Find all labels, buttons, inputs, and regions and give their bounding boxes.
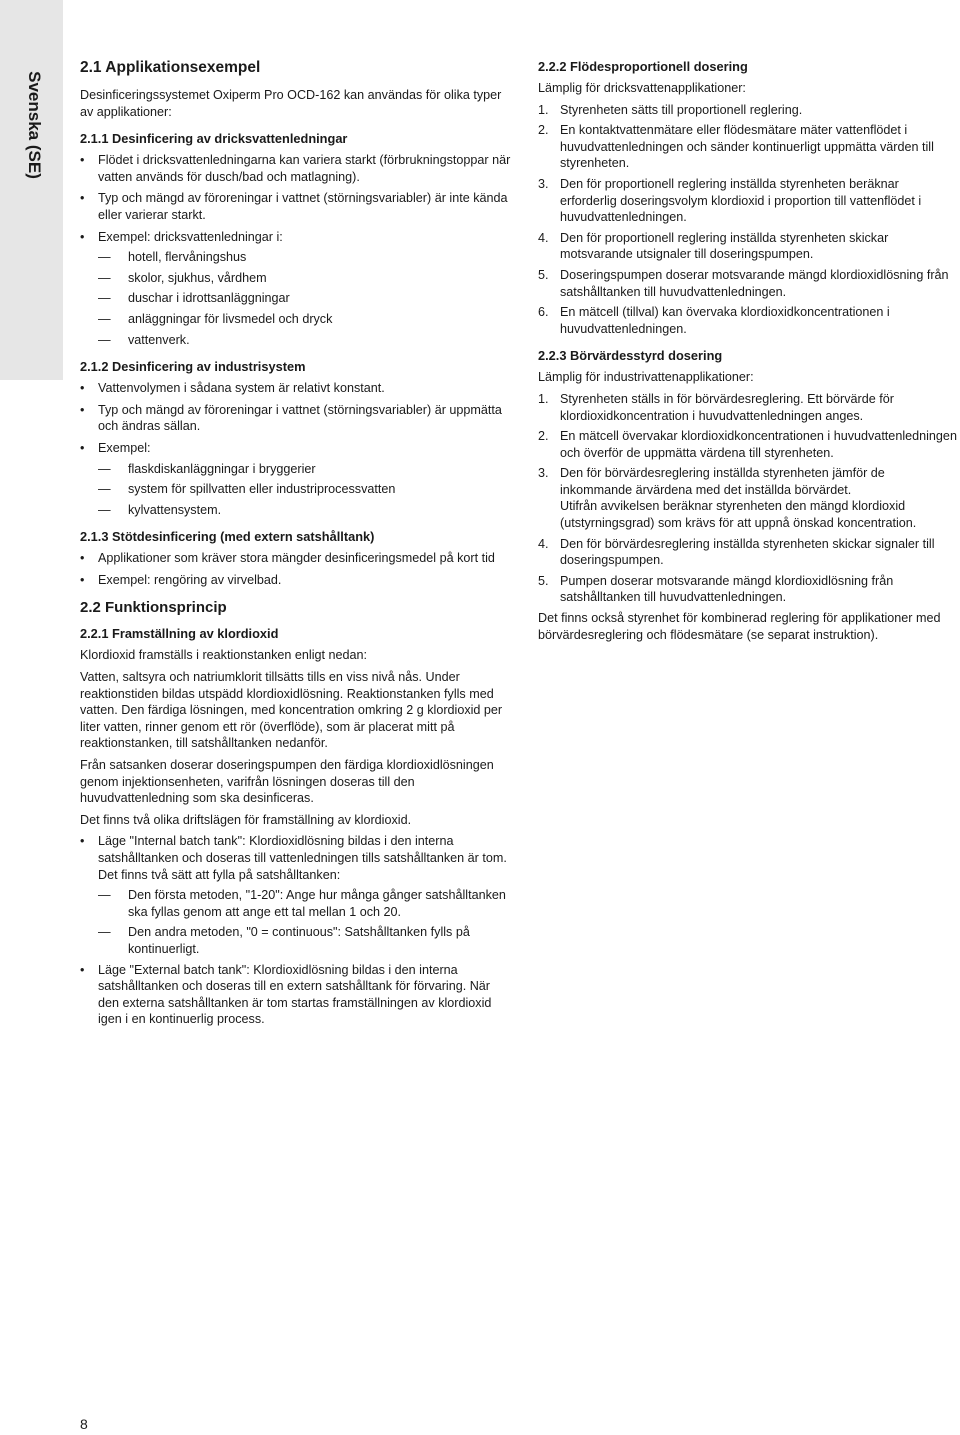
paragraph: Från satsanken doserar doseringspumpen den färdiga klordioxidlösningen genom injektionsenheten, varifrån lösningen doseras till den huvudvattenledning som ska desinficeras. <box>80 758 494 806</box>
section-2-2-3-intro: Lämplig för industrivattenapplikationer: <box>538 370 754 385</box>
list-item: • Exempel: rengöring av virvelbad. <box>80 572 512 589</box>
numbered-item <box>538 536 958 569</box>
list-item: • Exempel: <box>80 440 512 457</box>
item-number: 2. <box>538 429 549 444</box>
fill-methods-list <box>98 887 512 957</box>
section-2-1-3-title: 2.1.3 Stötdesinficering (med extern satshålltank) <box>80 529 375 545</box>
item-text: En mätcell övervakar klordioxidkoncentrationen i huvudvattenledningen och överför de uppmätta värdena till styrenheten. <box>560 429 957 460</box>
item-text: Den för proportionell reglering inställda styrenheten skickar motsvarande utsignaler till doseringspumpen. <box>560 230 889 262</box>
language-side-tab <box>0 0 63 380</box>
section-2-1-3-list <box>80 550 512 588</box>
page-number: 8 <box>80 1416 88 1432</box>
item-number: 1. <box>538 391 549 406</box>
section-2-2-2-intro: Lämplig för dricksvattenapplikationer: <box>538 81 746 95</box>
item-number: 3. <box>538 466 549 481</box>
dash-item: — anläggningar för livsmedel och dryck <box>98 311 512 328</box>
item-number: 5. <box>538 573 549 588</box>
numbered-item <box>538 391 958 424</box>
list-item: • Flödet i dricksvattenledningarna kan variera starkt (förbrukningstoppar när vatten används för dusch/bad och matlagning). <box>80 152 512 185</box>
section-2-1-2-examples <box>98 461 512 519</box>
numbered-item <box>538 122 958 172</box>
section-2-1-1-title: 2.1.1 Desinficering av dricksvattenledningar <box>80 131 348 147</box>
section-2-1-1-examples <box>98 249 512 348</box>
item-number: 6. <box>538 305 549 320</box>
right-column <box>538 58 958 648</box>
item-number: 2. <box>538 123 549 138</box>
section-2-2-2-title: 2.2.2 Flödesproportionell dosering <box>538 59 748 74</box>
item-text-continued: Utifrån avvikelsen beräknar styrenheten den mängd klordioxid (utstyrningsgrad) som krävs för att uppnå önskad koncentration. <box>560 499 917 531</box>
dash-item: — duschar i idrottsanläggningar <box>98 290 512 307</box>
paragraph: Det finns två olika driftslägen för framställning av klordioxid. <box>80 812 412 827</box>
list-item: • Typ och mängd av föroreningar i vattnet (störningsvariabler) är inte kända eller varierar starkt. <box>80 190 512 223</box>
list-item-text: Exempel: dricksvattenledningar i: <box>98 229 283 244</box>
dash-item: — skolor, sjukhus, vårdhem <box>98 270 512 287</box>
item-text: Doseringspumpen doserar motsvarande mängd klordioxidlösning från satshålltanken till huvudvattenledningen. <box>560 267 949 299</box>
section-2-2-2-list <box>538 102 958 338</box>
paragraph: Klordioxid framställs i reaktionstanken enligt nedan: <box>80 648 368 663</box>
dash-item: — Den andra metoden, "0 = continuous": Satshålltanken fylls på kontinuerligt. <box>98 924 512 957</box>
numbered-item <box>538 428 958 461</box>
operating-modes-list-2 <box>80 962 512 1028</box>
numbered-item <box>538 573 958 606</box>
section-2-1-intro: Desinficeringssystemet Oxiperm Pro OCD-162 kan användas för olika typer av applikationer: <box>80 88 502 119</box>
section-2-1-1-list <box>80 152 512 245</box>
section-2-1-title: 2.1 Applikationsexempel <box>80 59 261 76</box>
list-item-external-batch-tank: • Läge "External batch tank": Klordioxidlösning bildas i den interna satshålltanken och doseras till en extern satshålltank för förvaring. När den externa satshålltanken är tom startas framställningen av klordioxid igen i en kontinuerlig process. <box>80 962 512 1028</box>
section-2-2-3-title: 2.2.3 Börvärdesstyrd dosering <box>538 348 723 364</box>
item-text: Den för börvärdesreglering inställda styrenheten skickar signaler till doseringspumpen. <box>560 536 935 568</box>
numbered-item <box>538 304 958 337</box>
dash-item: — Den första metoden, "1-20": Ange hur många gånger satshålltanken ska fyllas genom att ange ett tal mellan 1 och 20. <box>98 887 512 920</box>
section-2-1-2-title: 2.1.2 Desinficering av industrisystem <box>80 359 306 375</box>
dash-item: — vattenverk. <box>98 332 512 349</box>
item-number: 5. <box>538 267 549 282</box>
numbered-item <box>538 267 958 300</box>
item-number: 4. <box>538 230 549 245</box>
item-text: Styrenheten sätts till proportionell reglering. <box>560 102 803 117</box>
numbered-item <box>538 230 958 263</box>
item-number: 1. <box>538 102 549 117</box>
paragraph: Vatten, saltsyra och natriumklorit tillsätts tills en viss nivå nås. Under reaktionstiden bildas utspädd klordioxidlösning. Reaktionstanken fylls med vatten. Den färdiga lösningen, med koncentration omkring 2 g klordioxid per liter vatten, rinner genom ett rör (överflöde), som är placerat mitt på reaktionstanken, till satshålltanken nedanför. <box>80 670 503 751</box>
dash-item: — kylvattensystem. <box>98 502 512 519</box>
list-item: • Typ och mängd av föroreningar i vattnet (störningsvariabler) är uppmätta och ändras sällan. <box>80 402 512 435</box>
language-label: Svenska (SE) <box>25 71 44 179</box>
closing-paragraph: Det finns också styrenhet för kombinerad reglering för applikationer med börvärdesreglering och flödesmätare (se separat instruktion). <box>538 611 941 642</box>
item-text: En kontaktvattenmätare eller flödesmätare mäter vattenflödet i huvudvattenledningen och sänder kontinuerligt uppmätta värden till styrenheten. <box>560 123 934 171</box>
list-item: • Applikationer som kräver stora mängder desinficeringsmedel på kort tid <box>80 550 512 567</box>
numbered-item <box>538 465 958 531</box>
item-number: 4. <box>538 536 549 551</box>
operating-modes-list <box>80 833 512 883</box>
dash-item: — system för spillvatten eller industriprocessvatten <box>98 481 512 498</box>
item-text: Pumpen doserar motsvarande mängd klordioxidlösning från satshålltanken till huvudvattenledningen. <box>560 573 894 605</box>
dash-item: — hotell, flervåningshus <box>98 249 512 266</box>
section-2-1-2-list <box>80 380 512 456</box>
list-item-internal-batch-tank: • Läge "Internal batch tank": Klordioxidlösning bildas i den interna satshålltanken och doseras till vattenledningen tills satshålltanken är tom. Det finns två sätt att fylla på satshålltanken: <box>80 833 512 883</box>
section-2-2-1-title: 2.2.1 Framställning av klordioxid <box>80 626 279 642</box>
item-text: En mätcell (tillval) kan övervaka klordioxidkoncentrationen i huvudvattenledningen. <box>560 305 890 336</box>
item-text: Den för börvärdesreglering inställda styrenheten jämför de inkommande ärvärdena med det inställda börvärdet. <box>560 466 885 497</box>
item-text: Styrenheten ställs in för börvärdesreglering. Ett börvärde för klordioxidkoncentration i huvudvattenledningen anges. <box>560 391 894 423</box>
list-item-with-sublist <box>80 229 512 246</box>
item-number: 3. <box>538 176 549 191</box>
left-column <box>80 58 512 1033</box>
numbered-item <box>538 176 958 226</box>
item-text: Den för proportionell reglering inställda styrenheten beräknar erforderlig doseringsvolym klordioxid i proportion till vattenflödet i huvudvattenledningen. <box>560 176 922 225</box>
numbered-item <box>538 102 958 119</box>
dash-item: — flaskdiskanläggningar i bryggerier <box>98 461 512 478</box>
section-2-2-3-list <box>538 391 958 606</box>
list-item: • Vattenvolymen i sådana system är relativt konstant. <box>80 380 512 397</box>
section-2-2-title: 2.2 Funktionsprincip <box>80 599 227 617</box>
